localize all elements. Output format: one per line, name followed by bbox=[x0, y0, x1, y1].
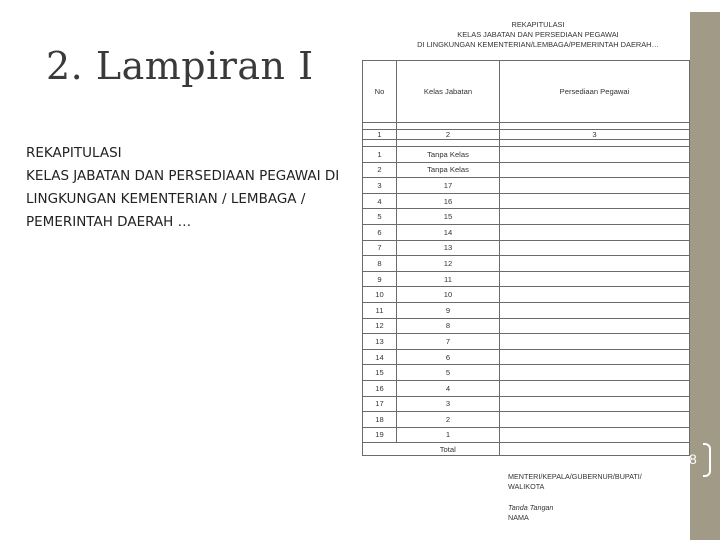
row-kelas-jabatan: 13 bbox=[397, 240, 500, 256]
row-kelas-jabatan: 14 bbox=[397, 224, 500, 240]
row-number: 18 bbox=[363, 412, 397, 428]
row-kelas-jabatan: 8 bbox=[397, 318, 500, 334]
row-persediaan-pegawai bbox=[500, 178, 690, 194]
slide-title: 2. Lampiran I bbox=[46, 44, 314, 88]
table-row bbox=[363, 302, 690, 318]
row-kelas-jabatan: 10 bbox=[397, 287, 500, 303]
row-number: 1 bbox=[363, 147, 397, 163]
row-persediaan-pegawai bbox=[500, 271, 690, 287]
table-header-row bbox=[363, 61, 690, 123]
row-kelas-jabatan: 9 bbox=[397, 302, 500, 318]
signature-name: NAMA bbox=[508, 512, 529, 522]
row-persediaan-pegawai bbox=[500, 224, 690, 240]
total-row bbox=[363, 443, 690, 456]
table-row bbox=[363, 147, 690, 163]
row-persediaan-pegawai bbox=[500, 147, 690, 163]
document-header-line: KELAS JABATAN DAN PERSEDIAAN PEGAWAI bbox=[457, 30, 619, 39]
column-number: 1 bbox=[363, 130, 397, 140]
row-number: 16 bbox=[363, 380, 397, 396]
row-kelas-jabatan: 6 bbox=[397, 349, 500, 365]
row-kelas-jabatan: 17 bbox=[397, 178, 500, 194]
row-persediaan-pegawai bbox=[500, 334, 690, 350]
row-kelas-jabatan: Tanpa Kelas bbox=[397, 147, 500, 163]
document-header bbox=[356, 20, 690, 50]
row-number: 4 bbox=[363, 193, 397, 209]
row-kelas-jabatan: 1 bbox=[397, 427, 500, 443]
column-number-row bbox=[363, 130, 690, 140]
row-number: 14 bbox=[363, 349, 397, 365]
row-number: 11 bbox=[363, 302, 397, 318]
table-gap-row bbox=[363, 123, 690, 130]
row-persediaan-pegawai bbox=[500, 349, 690, 365]
signature-label: Tanda Tangan bbox=[508, 503, 554, 512]
row-kelas-jabatan: 12 bbox=[397, 256, 500, 272]
row-number: 12 bbox=[363, 318, 397, 334]
row-persediaan-pegawai bbox=[500, 256, 690, 272]
table-gap-row bbox=[363, 140, 690, 147]
table-row bbox=[363, 271, 690, 287]
body-line: LINGKUNGAN KEMENTERIAN / LEMBAGA / bbox=[26, 191, 306, 207]
row-number: 15 bbox=[363, 365, 397, 381]
table-row bbox=[363, 178, 690, 194]
row-number: 3 bbox=[363, 178, 397, 194]
body-line: PEMERINTAH DAERAH … bbox=[26, 214, 192, 230]
table-row bbox=[363, 193, 690, 209]
column-number: 2 bbox=[397, 130, 500, 140]
signature-block bbox=[508, 472, 642, 522]
table-row bbox=[363, 256, 690, 272]
table-row bbox=[363, 287, 690, 303]
row-kelas-jabatan: 16 bbox=[397, 193, 500, 209]
row-kelas-jabatan: 3 bbox=[397, 396, 500, 412]
table-row bbox=[363, 349, 690, 365]
row-number: 9 bbox=[363, 271, 397, 287]
table-row bbox=[363, 396, 690, 412]
signature-role: WALIKOTA bbox=[508, 481, 545, 491]
row-persediaan-pegawai bbox=[500, 396, 690, 412]
row-number: 7 bbox=[363, 240, 397, 256]
document-header-line: REKAPITULASI bbox=[511, 20, 565, 29]
body-line: REKAPITULASI bbox=[26, 145, 122, 161]
table-row bbox=[363, 162, 690, 178]
row-number: 5 bbox=[363, 209, 397, 225]
total-label: Total bbox=[397, 443, 500, 456]
row-kelas-jabatan: 2 bbox=[397, 412, 500, 428]
table-row bbox=[363, 365, 690, 381]
row-kelas-jabatan: 11 bbox=[397, 271, 500, 287]
table-row bbox=[363, 224, 690, 240]
row-persediaan-pegawai bbox=[500, 427, 690, 443]
table-row bbox=[363, 240, 690, 256]
column-number: 3 bbox=[500, 130, 690, 140]
page-number: 8 bbox=[689, 451, 697, 467]
row-kelas-jabatan: 5 bbox=[397, 365, 500, 381]
row-persediaan-pegawai bbox=[500, 318, 690, 334]
row-persediaan-pegawai bbox=[500, 412, 690, 428]
table-row bbox=[363, 209, 690, 225]
row-kelas-jabatan: 7 bbox=[397, 334, 500, 350]
row-persediaan-pegawai bbox=[500, 162, 690, 178]
row-kelas-jabatan: 15 bbox=[397, 209, 500, 225]
slide-body-text bbox=[26, 142, 386, 234]
column-header-persediaan-pegawai: Persediaan Pegawai bbox=[500, 61, 690, 123]
page-number-bracket bbox=[703, 443, 711, 477]
row-number: 13 bbox=[363, 334, 397, 350]
recap-table bbox=[362, 60, 690, 456]
row-persediaan-pegawai bbox=[500, 287, 690, 303]
column-header-no: No bbox=[363, 61, 397, 123]
row-kelas-jabatan: 4 bbox=[397, 380, 500, 396]
table-row bbox=[363, 412, 690, 428]
row-kelas-jabatan: Tanpa Kelas bbox=[397, 162, 500, 178]
row-number: 17 bbox=[363, 396, 397, 412]
column-header-kelas-jabatan: Kelas Jabatan bbox=[397, 61, 500, 123]
table-row bbox=[363, 427, 690, 443]
scanned-document bbox=[356, 12, 690, 540]
row-number: 19 bbox=[363, 427, 397, 443]
row-number: 10 bbox=[363, 287, 397, 303]
row-persediaan-pegawai bbox=[500, 365, 690, 381]
row-number: 6 bbox=[363, 224, 397, 240]
row-persediaan-pegawai bbox=[500, 240, 690, 256]
band-top-gap bbox=[666, 0, 720, 12]
table-row bbox=[363, 380, 690, 396]
table-row bbox=[363, 318, 690, 334]
row-number: 2 bbox=[363, 162, 397, 178]
row-persediaan-pegawai bbox=[500, 380, 690, 396]
row-persediaan-pegawai bbox=[500, 193, 690, 209]
signature-role: MENTERI/KEPALA/GUBERNUR/BUPATI/ bbox=[508, 472, 642, 481]
row-persediaan-pegawai bbox=[500, 302, 690, 318]
table-row bbox=[363, 334, 690, 350]
body-line: KELAS JABATAN DAN PERSEDIAAN PEGAWAI DI bbox=[26, 168, 340, 184]
row-number: 8 bbox=[363, 256, 397, 272]
row-persediaan-pegawai bbox=[500, 209, 690, 225]
document-header-line: DI LINGKUNGAN KEMENTERIAN/LEMBAGA/PEMERINTAH DAERAH… bbox=[417, 40, 659, 49]
